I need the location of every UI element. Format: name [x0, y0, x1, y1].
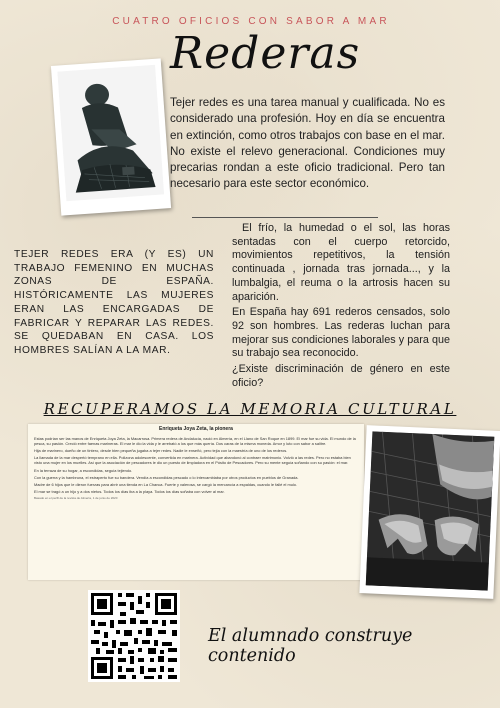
question-paragraph: ¿Existe discriminación de género en este oficio?: [232, 363, 450, 389]
document-heading: Enriqueta Joya Zeta, la pionera: [159, 426, 233, 432]
poster-title: Rederas: [170, 28, 361, 79]
historical-document: [28, 424, 364, 580]
divider-line: [192, 217, 378, 218]
document-paragraph: Con la guerra y la hambruna, el estraperto fue su bandera. Vendía a escondidas pescado o lo intercambiaba por otros productos en pueblos de Granada.: [34, 474, 299, 480]
document-paragraph: Madre de 6 hijos que le dieron fuerzas para abrir una tienda en La Chanca. Fuerte y valerosa, se cargó la mercancía a espaldas, cuando le fallé el mulo.: [34, 481, 297, 487]
document-paragraph: La llamada de la mar despertó temprano en ella. Polizona adolescente, convertida en marinera. Actividad que abandonó al contraer matrimonio. Volvió a las redes. Pero no estaba bien visto una mujer en los muelles. Así que la asociación de pescadores le dio un puesto de limpiadora en el Pósito de Pescadores. Pero su mente seguía soñando con su pasión: el mar.: [34, 455, 351, 466]
statistics-paragraph: En España hay 691 rederos censados, solo 92 son hombres. Las rederas luchan para mejorar sus condiciones laborales y para que su trabajo sea reconocido.: [232, 306, 450, 360]
section-title: RECUPERAMOS LA MEMORIA CULTURAL: [43, 400, 457, 418]
footer-signature: El alumnado construye contenido: [208, 626, 413, 666]
hands-image: [366, 431, 495, 590]
document-paragraph: El mar se tragó a un hijo y a dos nietos. Todos los días iba a la playa. Todos los días soñaba con volver al mar.: [34, 489, 225, 495]
net-mender-statue-image: [57, 65, 164, 202]
document-paragraph: En la terraza de su hogar, a escondidas, seguía tejiendo.: [34, 467, 133, 473]
intro-paragraph: Tejer redes es una tarea manual y cualificada. No es considerado una profesión. Hoy en día se encuentra en extinción, como otros trabajos con base en el mar. No existe el relevo generacional. Condiciones muy precarias rondan a este oficio tradicional. Pero tan necesario para este sector económico.: [170, 96, 445, 191]
hands-photo: [359, 425, 500, 599]
document-paragraph: Estas podrían ser las manos de Enriqueta Joya Zeta, la Macarrosa. Primera redera de Andalucía, nació en Almería, en el Llano de San Roque en 1899. El mar fue su vida. El mundo de la pesca, su pasión. Creció entre faenas marineras. El mar le dio la vida y le arrebató a los que más quería. Dos caras de la misma moneda. Amor y luto con sabor a salitre.: [34, 436, 356, 446]
poster-subtitle: CUATRO OFICIOS CON SABOR A MAR: [112, 16, 390, 27]
document-footer: Basado en el perfil de la revista de Almería, 1 de junio de 2020: [34, 496, 118, 501]
right-column: [232, 222, 450, 392]
qr-code[interactable]: [88, 590, 180, 682]
left-column-paragraph: TEJER REDES ERA (Y ES) UN TRABAJO FEMENINO EN MUCHAS ZONAS DE ESPAÑA. HISTÓRICAMENTE LAS MUJERES ERAN LAS ENCARGADAS DE FABRICAR Y REPARAR LAS REDES. SE QUEDABAN EN CASA. LOS HOMBRES SALÍAN A LA MAR.: [14, 249, 214, 356]
statue-photo: [51, 58, 171, 215]
qr-code-icon: [88, 590, 180, 682]
document-paragraph: Hija de marinero, dueño de un tintero, desde bien pequeña jugaba a tejer redes. Nadie le enseñó, pero tejía con la maestría de uno de los rederos.: [34, 448, 288, 454]
health-paragraph: El frío, la humedad o el sol, las horas sentadas con el cuerpo retorcido, movimientos repetitivos, la tensión continuada , jornada tras jornada..., y la lumbalgia, el reuma o la artrosis hacen su aparición.: [232, 222, 450, 303]
